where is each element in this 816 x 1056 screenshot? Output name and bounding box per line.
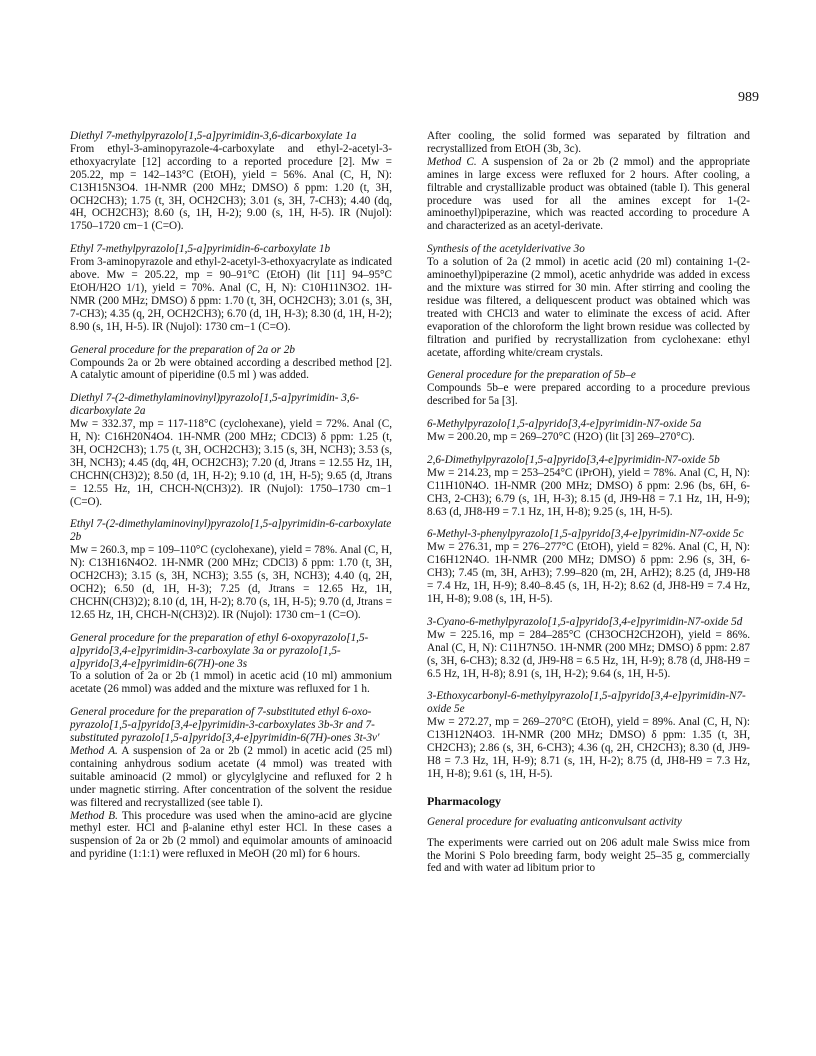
right-block [427,418,750,444]
block-heading: Ethyl 7-methylpyrazolo[1,5-a]pyrimidin-6-carboxylate 1b [70,243,331,256]
left-column [70,130,392,871]
left-block [70,632,392,697]
block-body: From ethyl-3-aminopyrazole-4-carboxylate and ethyl-2-acetyl-3-ethoxyacrylate [12] according to a reported procedure [2]. Mw = 205.22, mp = 142–143°C (EtOH), yield = 56%. Anal (C, H, N): C13H15N3O4. 1H-NMR (200 MHz; DMSO) δ ppm: 1.20 (t, 3H, OCH2CH3); 1.75 (t, 3H, OCH2CH3); 3.01 (s, 3H, 7-CH3); 4.40 (dq, 4H, OCH2CH3); 8.60 (s, 1H, H-2); 9.00 (s, 1H, H-5). IR (Nujol): 1750–1720 cm−1 (C=O). [70,142,392,233]
block-heading: 3-Ethoxycarbonyl-6-methylpyrazolo[1,5-a]pyrido[3,4-e]pyrimidin-N7-oxide 5e [427,690,746,716]
method-label: Method B. [70,809,118,822]
block-heading: General procedure for the preparation of ethyl 6-oxopyrazolo[1,5-a]pyrido[3,4-e]pyrimidin-3-carboxylate 3a or pyrazolo[1,5-a]pyrido[3,4-e]pyrimidin-6(7H)-one 3s [70,631,369,670]
method-paragraph: Method A. A suspension of 2a or 2b (2 mmol) in acetic acid (25 ml) containing anhydrous sodium acetate (4 mmol) was treated with suitable aminoacid (2 mmol) or glycylglycine and refluxed for 2 h under magnetic stirring. After concentration of the solvent the residue was filtered and recrystallized (see table I). [70,744,392,809]
block-body: After cooling, the solid formed was separated by filtration and recrystallized from EtOH (3b, 3c). [427,130,750,155]
right-block [427,243,750,359]
right-block [427,130,750,233]
left-block [70,392,392,508]
block-body: Mw = 276.31, mp = 276–277°C (EtOH), yield = 82%. Anal (C, H, N): C16H12N4O. 1H-NMR (200 MHz; DMSO) δ ppm: 2.96 (s, 3H, 6-CH3); 7.45 (m, 3H, ArH3); 7.99–820 (m, 2H, ArH2); 8.25 (d, JH9-H8 = 7.4 Hz, 1H, H-9); 8.40–8.45 (s, 1H, H-2); 8.62 (d, JH8-H9 = 7.4 Hz, 1H, H-8); 9.08 (s, 1H, H-5). [427,541,750,605]
block-heading: 6-Methylpyrazolo[1,5-a]pyrido[3,4-e]pyrimidin-N7-oxide 5a [427,418,702,431]
block-body: To a solution of 2a (2 mmol) in acetic acid (20 ml) containing 1-(2-aminoethyl)piperazine (2 mmol), acetic anhydride was added in excess and the mixture was stirred for 30 min. After stirring and cooling the residue was filtered, a deliquescent product was obtained which was treated with CHCl3 and water to eliminate the excess of acid. After evaporation of the chloroform the light brown residue was collected by filtration and purified by recrystallization from cyclohexane: ethyl acetate, affording white/cream crystals. [427,256,750,359]
right-block [427,528,750,605]
right-block [427,690,750,780]
block-heading: 6-Methyl-3-phenylpyrazolo[1,5-a]pyrido[3,4-e]pyrimidin-N7-oxide 5c [427,528,744,541]
method-label: Method C. [427,155,477,168]
block-body: Mw = 272.27, mp = 269–270°C (EtOH), yield = 89%. Anal (C, H, N): C13H12N4O3. 1H-NMR (200 MHz; DMSO) δ ppm: 1.35 (t, 3H, CH2CH3); 2.86 (s, 3H, 6-CH3); 4.36 (q, 2H, CH2CH3); 8.30 (d, JH9-H8 = 7.3 Hz, 1H, H-9); 8.71 (s, 1H, H-2); 8.75 (d, JH8-H9 = 7.3 Hz, 1H, H-8); 9.61 (s, 1H, H-5). [427,716,750,780]
block-heading: General procedure for the preparation of 2a or 2b [70,343,295,356]
page-number: 989 [738,90,759,105]
block-body: Mw = 260.3, mp = 109–110°C (cyclohexane), yield = 78%. Anal (C, H, N): C13H16N4O2. 1H-NMR (200 MHz; CDCl3) δ ppm: 1.70 (t, 3H, OCH2CH3); 3.15 (s, 3H, NCH3); 3.55 (s, 3H, NCH3); 4.40 (q, 2H, OCH2); 6.50 (d, 1H, H-3); 7.25 (d, Jtrans = 12.65 Hz, 1H, CHCHN(CH3)2); 8.10 (d, 1H, H-2); 8.70 (s, 1H, H-5); 9.70 (d, Jtrans = 12.65 Hz, 1H, CHCH-N(CH3)2). IR (Nujol): 1730 cm−1 (C=O). [70,544,392,621]
method-paragraph: Method B. This procedure was used when the amino-acid are glycine methyl ester. HCl and β-alanine ethyl ester HCl. In these cases a suspension of 2a or 2b (2 mmol) and equimolar amounts of aminoacid and pyridine (1:1:1) were refluxed in MeOH (20 ml) for 6 hours. [70,809,393,861]
block-heading: General procedure for the preparation of 7-substituted ethyl 6-oxo-pyrazolo[1,5-a]pyrido[3,4-e]pyrimidin-3-carboxylates 3b-3r and 7-substituted pyrazolo[1,5-a]pyrido[3,4-e]pyrimidin-6(7H)-ones 3t-3v' [70,706,380,745]
block-heading: 3-Cyano-6-methylpyrazolo[1,5-a]pyrido[3,4-e]pyrimidin-N7-oxide 5d [427,615,743,628]
block-body: From 3-aminopyrazole and ethyl-2-acetyl-3-ethoxyacrylate as indicated above. Mw = 205.22, mp = 90–91°C (EtOH) (lit [11] 94–95°C EtOH/H2O 1/1), yield = 70%. Anal (C, H, N): C10H11N3O2. 1H-NMR (200 MHz; DMSO) δ ppm: 1.70 (t, 3H, OCH2CH3); 3.01 (s, 3H, 7-CH3); 4.35 (q, 2H, OCH2CH3); 6.70 (d, 1H, H-3); 8.30 (d, 1H, H-2); 8.90 (s, 1H, H-5). IR (Nujol): 1730 cm−1 (C=O). [70,256,392,333]
block-heading: Diethyl 7-(2-dimethylaminovinyl)pyrazolo[1,5-a]pyrimidin- 3,6-dicarboxylate 2a [70,392,359,418]
block-body: Compounds 5b–e were prepared according to a procedure previous described for 5a [3]. [427,382,750,408]
block-heading: 2,6-Dimethylpyrazolo[1,5-a]pyrido[3,4-e]pyrimidin-N7-oxide 5b [427,453,720,466]
block-body: Mw = 225.16, mp = 284–285°C (CH3OCH2CH2OH), yield = 86%. Anal (C, H, N): C11H7N5O. 1H-NMR (200 MHz; DMSO) δ ppm: 2.87 (s, 3H, 6-CH3); 8.32 (d, JH9-H8 = 6.5 Hz, 1H, H-9); 8.78 (d, JH8-H9 = 6.5 Hz, 1H, H-8); 8.91 (s, 1H, H-2); 9.64 (s, 1H, H-5). [427,628,750,680]
left-block [70,706,392,861]
block-heading: Diethyl 7-methylpyrazolo[1,5-a]pyrimidin-3,6-dicarboxylate 1a [70,130,357,142]
left-block [70,243,392,333]
method-label: Method A. [70,744,118,757]
section-title: Pharmacology [427,793,501,808]
block-body: Mw = 332.37, mp = 117-118°C (cyclohexane), yield = 72%. Anal (C, H, N): C16H20N4O4. 1H-NMR (200 MHz; CDCl3) δ ppm: 1.25 (t, 3H, OCH2CH3); 1.75 (t, 3H, OCH2CH3); 3.15 (s, 3H, NCH3); 3.53 (s, 3H, NCH3); 4.45 (dq, 4H, OCH2CH3); 7.20 (d, Jtrans = 12.55 Hz, 1H, CHCHN(CH3)2); 8.50 (d, 1H, H-2); 9.10 (d, 1H, H-5); 9.65 (d, Jtrans = 12.55 Hz, 1H, CHCH-N(CH3)2). IR (Nujol): 1750–1730 cm−1 (C=O). [70,418,392,508]
block-body: To a solution of 2a or 2b (1 mmol) in acetic acid (10 ml) ammonium acetate (26 mmol) was added and the mixture was refluxed for 1 h. [70,670,392,696]
right-block [427,616,750,681]
left-block [70,130,392,233]
method-paragraph: Method C. A suspension of 2a or 2b (2 mmol) and the appropriate amines in large excess were refluxed for 2 hours. After cooling, a filtrable and crystallizable product was obtained (table I). This general procedure was used for all the amines except for 1-(2-aminoethyl)piperazine, which was reacted according to procedure A and characterized as an acetyl-derivate. [427,155,751,233]
right-column [427,130,750,875]
block-heading: Ethyl 7-(2-dimethylaminovinyl)pyrazolo[1,5-a]pyrimidin-6-carboxylate 2b [70,518,392,544]
right-column-blocks [427,130,750,781]
left-block [70,518,392,621]
block-body: Mw = 214.23, mp = 253–254°C (iPrOH), yield = 78%. Anal (C, H, N): C11H10N4O. 1H-NMR (200 MHz; DMSO) δ ppm: 2.96 (bs, 6H, 6-CH3, 2-CH3); 6.79 (s, 1H, H-3); 8.15 (d, JH9-H8 = 7.1 Hz, 1H, H-9); 8.63 (d, JH8-H9 = 7.1 Hz, 1H, H-8); 9.25 (s, 1H, H-5). [427,466,750,518]
section-subheading: General procedure for evaluating anticonvulsant activity [427,815,682,828]
right-block [427,454,750,519]
block-heading: General procedure for the preparation of 5b–e [427,369,636,382]
section-body: The experiments were carried out on 206 adult male Swiss mice from the Morini S Polo breeding farm, body weight 25–35 g, commercially fed and with water ad libitum prior to [427,836,750,875]
left-block [70,344,392,383]
block-heading: Synthesis of the acetylderivative 3o [427,243,585,256]
block-body: Mw = 200.20, mp = 269–270°C (H2O) (lit [3] 269–270°C). [427,431,695,444]
right-block [427,369,750,408]
block-body: Compounds 2a or 2b were obtained according a described method [2]. A catalytic amount of piperidine (0.5 ml ) was added. [70,356,392,382]
